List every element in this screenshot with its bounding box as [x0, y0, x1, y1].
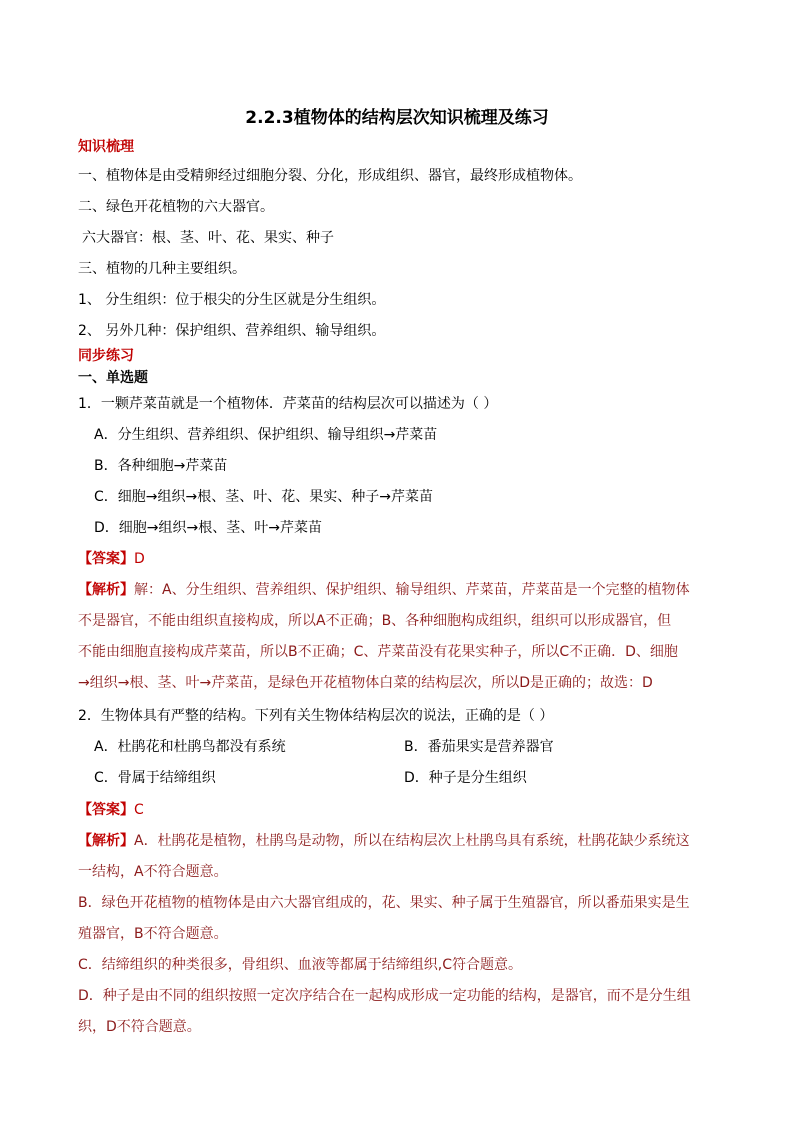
knowledge-line-1: 一、植物体是由受精卵经过细胞分裂、分化，形成组织、器官，最终形成植物体。: [78, 168, 582, 184]
analysis-text: A．杜鹃花是植物，杜鹃鸟是动物，所以在结构层次上杜鹃鸟具有系统，杜鹃花缺少系统这: [134, 833, 690, 849]
question-1-stem: 1．一颗芹菜苗就是一个植物体．芹菜苗的结构层次可以描述为（ ）: [78, 396, 498, 412]
question-2-analysis-line-1: [78, 831, 690, 851]
analysis-tag: 【解析】: [78, 582, 134, 598]
analysis-text: 解：A、分生组织、营养组织、保护组织、输导组织、芹菜苗，芹菜苗是一个完整的植物体: [134, 582, 690, 598]
answer-value: C: [134, 802, 144, 818]
question-2-stem: 2．生物体具有严整的结构。下列有关生物体结构层次的说法，正确的是（ ）: [78, 708, 554, 724]
question-2-analysis-line-6: D．种子是由不同的组织按照一定次序结合在一起构成形成一定功能的结构，是器官，而不是分生组: [78, 988, 691, 1004]
practice-heading: 同步练习: [78, 348, 134, 364]
knowledge-line-3: 六大器官：根、茎、叶、花、果实、种子: [82, 230, 334, 246]
question-1-option-b: B．各种细胞→芹菜苗: [94, 458, 228, 474]
question-2-analysis-line-5: C．结缔组织的种类很多，骨组织、血液等都属于结缔组织,C符合题意。: [78, 957, 522, 973]
question-2-option-c: C．骨属于结缔组织: [94, 770, 216, 786]
question-1-option-c: C．细胞→组织→根、茎、叶、花、果实、种子→芹菜苗: [94, 489, 433, 505]
question-2-analysis-line-4: 殖器官，B不符合题意。: [78, 926, 228, 942]
answer-tag: 【答案】: [78, 551, 134, 567]
knowledge-line-5: 1、 分生组织：位于根尖的分生区就是分生组织。: [78, 292, 386, 308]
question-1-analysis-line-1: [78, 580, 690, 600]
question-1-analysis-line-2: 不是器官，不能由组织直接构成，所以A不正确；B、各种细胞构成组织，组织可以形成器官，但: [78, 613, 672, 629]
question-1-option-a: A．分生组织、营养组织、保护组织、输导组织→芹菜苗: [94, 427, 438, 443]
question-1-analysis-line-4: →组织→根、茎、叶→芹菜苗，是绿色开花植物体白菜的结构层次，所以D是正确的；故选：D: [78, 675, 653, 691]
analysis-tag: 【解析】: [78, 833, 134, 849]
knowledge-line-6: 2、 另外几种：保护组织、营养组织、输导组织。: [78, 323, 386, 339]
question-2-option-a: A．杜鹃花和杜鹃鸟都没有系统: [94, 739, 286, 755]
question-1-answer: [78, 549, 145, 569]
answer-tag: 【答案】: [78, 802, 134, 818]
section-heading: 一、单选题: [78, 370, 148, 386]
knowledge-line-4: 三、植物的几种主要组织。: [78, 261, 246, 277]
question-2-option-b: B．番茄果实是营养器官: [404, 739, 554, 755]
page-title: 2.2.3植物体的结构层次知识梳理及练习: [245, 108, 549, 128]
knowledge-line-2: 二、绿色开花植物的六大器官。: [78, 199, 274, 215]
question-2-analysis-line-7: 织，D不符合题意。: [78, 1019, 201, 1035]
question-1-analysis-line-3: 不能由细胞直接构成芹菜苗，所以B不正确；C、芹菜苗没有花果实种子，所以C不正确．D、细胞: [78, 644, 678, 660]
question-2-analysis-line-2: 一结构，A不符合题意。: [78, 864, 228, 880]
question-1-option-d: D．细胞→组织→根、茎、叶→芹菜苗: [94, 520, 322, 536]
question-2-option-d: D．种子是分生组织: [404, 770, 527, 786]
question-2-analysis-line-3: B．绿色开花植物的植物体是由六大器官组成的，花、果实、种子属于生殖器官，所以番茄果实是生: [78, 895, 690, 911]
answer-value: D: [134, 551, 145, 567]
question-2-answer: [78, 800, 144, 820]
knowledge-heading: 知识梳理: [78, 139, 134, 155]
